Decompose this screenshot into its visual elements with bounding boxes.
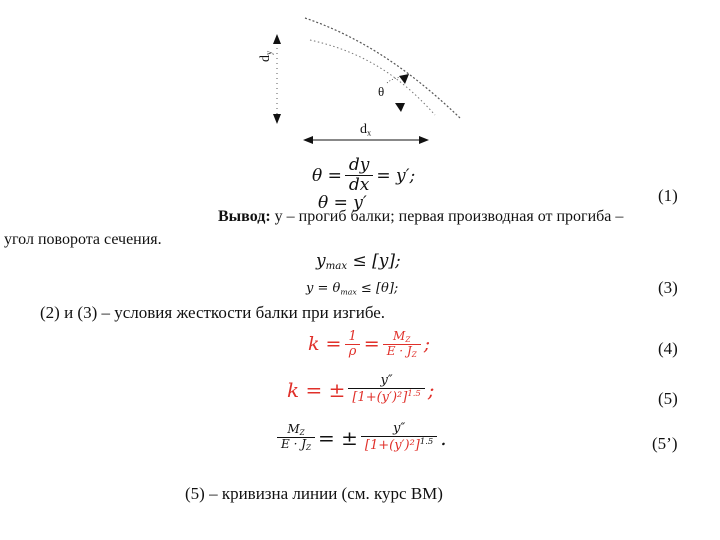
eq2-lhs: y [316, 251, 326, 271]
equation-4 [308, 330, 430, 359]
eq2-rhs: ≤ [y]; [347, 251, 401, 271]
dx-label [360, 122, 371, 138]
eq5b-left-numerator [283, 423, 308, 437]
equation-2 [316, 251, 401, 272]
eq5-numerator: y″ [380, 373, 393, 388]
eq4-f1-denominator: ρ [345, 344, 361, 359]
conclusion-continuation: угол поворота сечения. [4, 231, 162, 248]
eq5-k: k = ± [287, 377, 346, 402]
equation-3 [306, 281, 398, 296]
dy-label-sub: y [264, 50, 274, 55]
equation-5-prime-number: (5’) [652, 434, 678, 453]
equation-1 [312, 157, 415, 195]
conclusion-text [218, 208, 623, 226]
equation-1-number: (1) [658, 186, 678, 205]
eq5b-lden-ej: E · J [281, 436, 307, 451]
eq4-f2-den-ej: E · J [386, 343, 412, 358]
eq4-end: ; [423, 333, 431, 356]
eq5-den-sup: 1.5 [407, 387, 421, 398]
dy-label-d: d [258, 55, 273, 62]
eq3-sub: max [340, 287, 357, 297]
eq1-rhs: = y′; [376, 165, 416, 186]
dx-label-sub: x [367, 128, 372, 138]
eq5b-end: . [440, 425, 447, 450]
theta-label: θ [378, 84, 385, 99]
dy-arrow-up [273, 34, 281, 44]
deflection-curve [305, 18, 460, 118]
eq4-f2-num-m: M [393, 329, 406, 344]
eq3-lhs: y = θ [306, 281, 341, 296]
eq5b-lden-sub: Z [306, 442, 312, 452]
dx-label-d: d [360, 122, 367, 137]
eq5b-numerator: y″ [392, 421, 406, 436]
eq1-denominator: dx [345, 175, 373, 195]
eq4-f2-num-sub: Z [405, 335, 411, 345]
dy-arrow-down [273, 114, 281, 124]
stiffness-conditions-text: (2) и (3) – условия жесткости балки при изгибе. [40, 303, 386, 322]
eq4-f2-numerator [389, 330, 414, 344]
eq5b-den-sup: 1.5 [419, 435, 434, 446]
curvature-text: (5) – кривизна линии (см. курс ВМ) [185, 484, 443, 503]
eq5-end: ; [427, 377, 435, 402]
eq4-f2-den-sub: Z [411, 349, 417, 359]
theta-arrow-bottom [395, 103, 405, 112]
equation-5 [287, 374, 435, 405]
eq5b-mid: = ± [318, 425, 358, 450]
eq1-numerator: dy [348, 155, 370, 175]
dx-arrow-right [419, 136, 429, 144]
eq5b-right-fraction [361, 422, 437, 453]
eq4-f1-numerator: 1 [348, 329, 357, 344]
equation-3-number: (3) [658, 278, 678, 297]
eq5b-den-base: [1+(y′)²] [364, 437, 420, 453]
conclusion-rest: y – прогиб балки; первая производная от прогиба – [270, 208, 624, 225]
dx-arrow-left [303, 136, 313, 144]
eq5-fraction [348, 374, 424, 405]
eq4-k: k = [308, 333, 342, 356]
eq1-lhs: θ = [312, 165, 342, 186]
equation-4-number: (4) [658, 339, 678, 358]
equation-5-number: (5) [658, 389, 678, 408]
tangent-line [310, 40, 435, 115]
eq4-f2-denominator [383, 344, 421, 359]
eq5-denominator [348, 388, 424, 405]
eq4-fraction-2 [383, 330, 421, 359]
eq4-fraction-1 [344, 330, 360, 359]
eq5b-denominator [361, 436, 437, 453]
conclusion-bold: Вывод: [218, 208, 271, 225]
eq5b-lnum-sub: Z [299, 428, 305, 438]
dy-label [258, 51, 274, 62]
eq2-lhs-sub: max [325, 261, 348, 273]
equation-1-line2: θ = y′ [318, 193, 367, 213]
eq4-equals: = [363, 333, 380, 356]
equation-5-prime [274, 422, 447, 453]
eq1-fraction [345, 157, 374, 195]
eq5-den-base: [1+(y′)²] [352, 389, 408, 405]
eq5b-lnum-m: M [287, 422, 300, 437]
eq5b-left-denominator [277, 437, 315, 452]
eq3-rhs: ≤ [θ]; [356, 281, 399, 296]
eq5b-left-fraction [277, 423, 315, 452]
